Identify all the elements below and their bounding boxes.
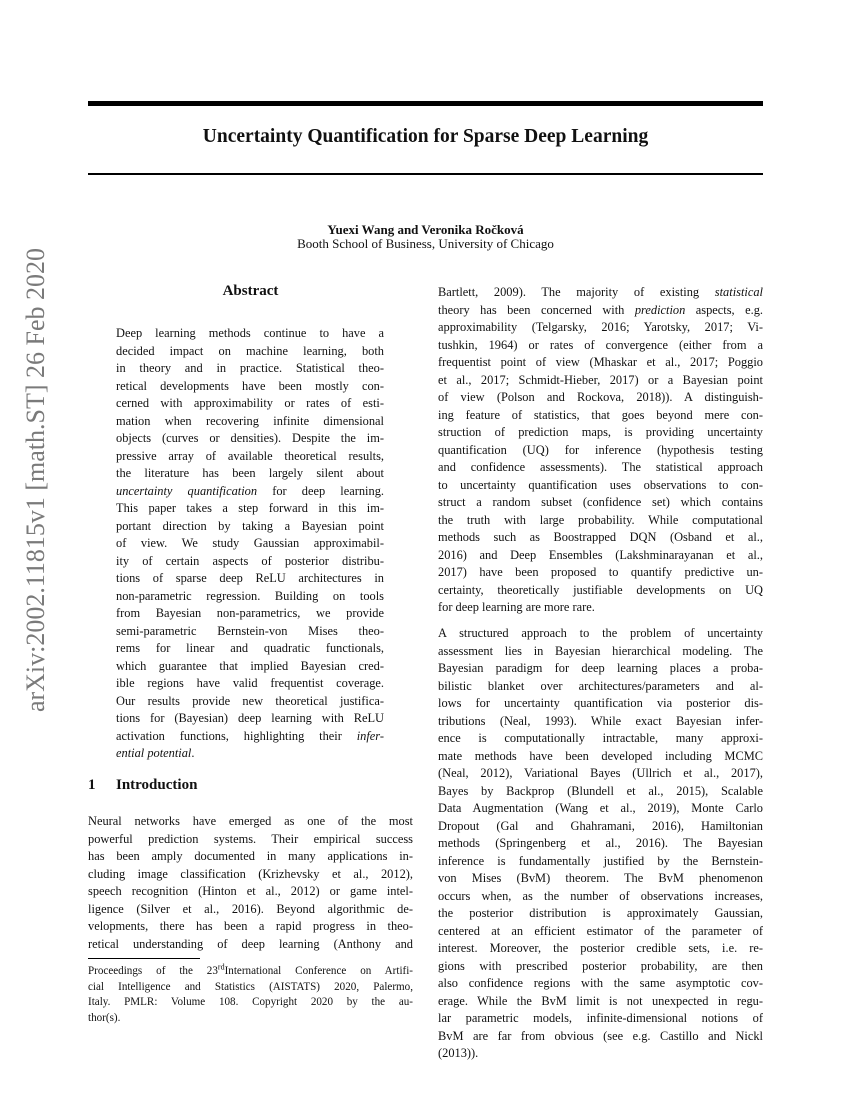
intro-line: retical understanding of deep learning (Anthony and: [88, 936, 413, 951]
body-line: (2013)).: [438, 1046, 479, 1060]
body-line: [438, 302, 763, 320]
intro-line: Neural networks have emerged as one of the most: [88, 814, 413, 828]
body-line: for deep learning are more rare.: [438, 600, 595, 614]
body-line: ence is computationally intractable, many approxi-: [438, 731, 763, 745]
arxiv-margin-stamp: arXiv:2002.11815v1 [math.ST] 26 Feb 2020: [21, 247, 50, 713]
paper-affiliation: Booth School of Business, University of Chicago: [297, 236, 554, 251]
paper-title: Uncertainty Quantification for Sparse Deep Learning: [202, 126, 649, 147]
body-line: tushkin, 1964) or rates of convergence (either from a: [438, 337, 763, 352]
body-line: gions with prescribed posterior probability, are then: [438, 958, 763, 973]
abstract-emphasis: infer-: [356, 728, 384, 743]
body-line: Bayes by Backprop (Blundell et al., 2015), Scalable: [438, 783, 763, 798]
body-line: Dropout (Gal and Ghahramani, 2016), Hamiltonian: [438, 818, 763, 833]
abstract-emphasis: uncertainty quantification: [116, 483, 258, 498]
body-line: assessment lies in Bayesian hierarchical modeling. The: [438, 643, 763, 658]
paper-authors: Yuexi Wang and Veronika Ročková: [327, 222, 524, 237]
body-line: the posterior distribution is approximately Gaussian,: [438, 906, 763, 920]
abstract-line: cerned with approximability or rates of esti-: [116, 396, 384, 410]
footnote-text: International Conference on Artifi-: [224, 965, 413, 977]
abstract-line: of view. We study Gaussian approximabil-: [116, 536, 384, 550]
body-text: theory has been concerned with: [438, 302, 635, 317]
body-line: methods (Springenberg et al., 2016). The Bayesian: [438, 836, 763, 850]
abstract-line: portant direction by taking a Bayesian point: [116, 518, 384, 533]
footnote-line: [88, 964, 413, 980]
body-line: BvM are far from obvious (see e.g. Castillo and Nickl: [438, 1028, 763, 1043]
abstract-line: tions of sparse deep ReLU architectures in: [116, 571, 384, 585]
body-line: Bayesian paradigm for deep learning places a proba-: [438, 661, 763, 675]
body-line: and confidence assessments). The statistical approach: [438, 460, 763, 474]
footnote-superscript: rd: [217, 962, 225, 972]
abstract-line: decided impact on machine learning, both: [116, 343, 384, 358]
abstract-text: for deep learning.: [257, 483, 384, 498]
abstract-line: Deep learning methods continue to have a: [116, 326, 384, 340]
abstract-line: pressive array of available theoretical results,: [116, 448, 384, 463]
body-line: frequentist point of view (Mhaskar et al., 2017; Poggio: [438, 355, 763, 369]
title-rule-top: [88, 101, 763, 106]
body-line: quantification (UQ) for inference (hypothesis testing: [438, 442, 763, 457]
body-line: mate methods have been developed including MCMC: [438, 748, 763, 763]
abstract-line: [116, 728, 384, 746]
intro-line: powerful prediction systems. Their empirical success: [88, 831, 413, 846]
intro-line: ligence (Silver et al., 2016). Beyond algorithmic de-: [88, 901, 413, 916]
abstract-text: .: [191, 746, 195, 760]
abstract-line: which guarantee that implied Bayesian cred-: [116, 658, 384, 673]
abstract-text: activation functions, highlighting their: [116, 728, 357, 743]
abstract-line: Our results provide new theoretical justifica-: [116, 693, 384, 708]
abstract-line: ible regions have valid frequentist coverage.: [116, 676, 384, 690]
footnote-line: Italy. PMLR: Volume 108. Copyright 2020 by the au-: [88, 996, 413, 1008]
body-line: Data Augmentation (Wang et al., 2019), Monte Carlo: [438, 801, 763, 815]
intro-line: cluding image classification (Krizhevsky et al., 2012),: [88, 866, 413, 881]
body-text: aspects, e.g.: [685, 302, 764, 317]
title-rule-bottom: [88, 173, 763, 175]
body-line: struct a random subset (confidence set) which contains: [438, 495, 763, 509]
body-line: 2017) have been proposed to quantify predictive un-: [438, 565, 763, 579]
body-line: (Neal, 2012), Variational Bayes (Ullrich et al., 2017),: [438, 766, 763, 780]
footnote-text: Proceedings of the 23: [88, 965, 218, 977]
body-emphasis: statistical: [714, 285, 763, 299]
body-line: von Mises (BvM) theorem. The BvM phenomenon: [438, 871, 763, 885]
body-line: ing feature of statistics, that goes beyond mere con-: [438, 407, 763, 422]
body-line: inference is fundamentally justified by the Bernstein-: [438, 853, 763, 868]
body-line: approximability (Telgarsky, 2016; Yarotsky, 2017; Vi-: [438, 320, 763, 334]
body-line: occurs when, as the number of observations increases,: [438, 888, 763, 903]
intro-line: speech recognition (Hinton et al., 2012) or game intel-: [88, 884, 413, 898]
footnote-line: cial Intelligence and Statistics (AISTATS) 2020, Palermo,: [88, 980, 413, 993]
intro-line: velopments, there has been a rapid progress in theo-: [88, 919, 413, 933]
body-line: et al., 2017; Schmidt-Hieber, 2017) or a Bayesian point: [438, 372, 763, 387]
body-line: 2016) and Deep Ensembles (Lakshminarayanan et al.,: [438, 547, 763, 562]
body-line: to uncertainty quantification uses observations to con-: [438, 477, 763, 492]
body-line: certainty, theoretically justifiable developments on UQ: [438, 582, 763, 597]
abstract-line: [116, 745, 384, 763]
section-number: 1: [88, 777, 96, 793]
body-line: of view (Polson and Rockova, 2018)). A distinguish-: [438, 390, 763, 404]
abstract-heading: Abstract: [222, 283, 279, 299]
body-line: methods such as Boostrapped DQN (Osband et al.,: [438, 530, 763, 544]
body-emphasis: prediction: [634, 302, 686, 317]
abstract-line: ity of certain aspects of posterior distribu-: [116, 553, 384, 568]
section-heading: [88, 777, 197, 794]
abstract-line: from Bayesian non-parametrics, we provide: [116, 606, 384, 620]
footnote-line: thor(s).: [88, 1011, 121, 1024]
abstract-line: This paper takes a step forward in this im-: [116, 501, 384, 515]
abstract-line: rems for linear and quadratic functionals,: [116, 641, 384, 655]
body-line: the truth with large probability. While computational: [438, 512, 763, 527]
body-line: A structured approach to the problem of uncertainty: [438, 626, 763, 640]
abstract-line: objects (curves or densities). Despite the im-: [116, 431, 384, 445]
body-line: tributions (Neal, 1993). While exact Bayesian infer-: [438, 713, 763, 728]
abstract-line: the literature has been largely silent about: [116, 466, 384, 480]
footnote-rule: [88, 958, 200, 959]
body-line: erage. While the BvM limit is not unexpected in regu-: [438, 993, 763, 1008]
abstract-line: non-parametric regression. Building on tools: [116, 588, 384, 603]
intro-line: has been amply documented in many applications in-: [88, 849, 413, 863]
body-line: lows for uncertainty quantification via posterior dis-: [438, 696, 763, 710]
abstract-line: [116, 483, 384, 501]
abstract-line: retical developments have been mostly con-: [116, 378, 384, 393]
body-line: struction of prediction maps, is providing uncertainty: [438, 425, 763, 439]
body-line: interest. Moreover, the posterior credible sets, i.e. re-: [438, 941, 763, 955]
abstract-line: semi-parametric Bernstein-von Mises theo-: [116, 623, 384, 638]
body-line: [438, 284, 763, 302]
body-text: Bartlett, 2009). The majority of existing: [438, 285, 715, 299]
abstract-line: tions for (Bayesian) deep learning with ReLU: [116, 711, 384, 725]
abstract-line: in theory and in practice. Statistical theo-: [116, 361, 384, 375]
abstract-emphasis: ential potential: [116, 746, 192, 760]
body-line: bilistic blanket over architectures/parameters and al-: [438, 678, 763, 693]
abstract-line: mation when recovering infinite dimensional: [116, 413, 384, 428]
body-line: also confidence regions with the same asymptotic cov-: [438, 976, 763, 990]
section-title: Introduction: [116, 777, 198, 793]
body-line: lar parametric models, infinite-dimensional notions of: [438, 1011, 763, 1025]
body-line: centered at an efficient estimator of the parameter of: [438, 923, 763, 938]
